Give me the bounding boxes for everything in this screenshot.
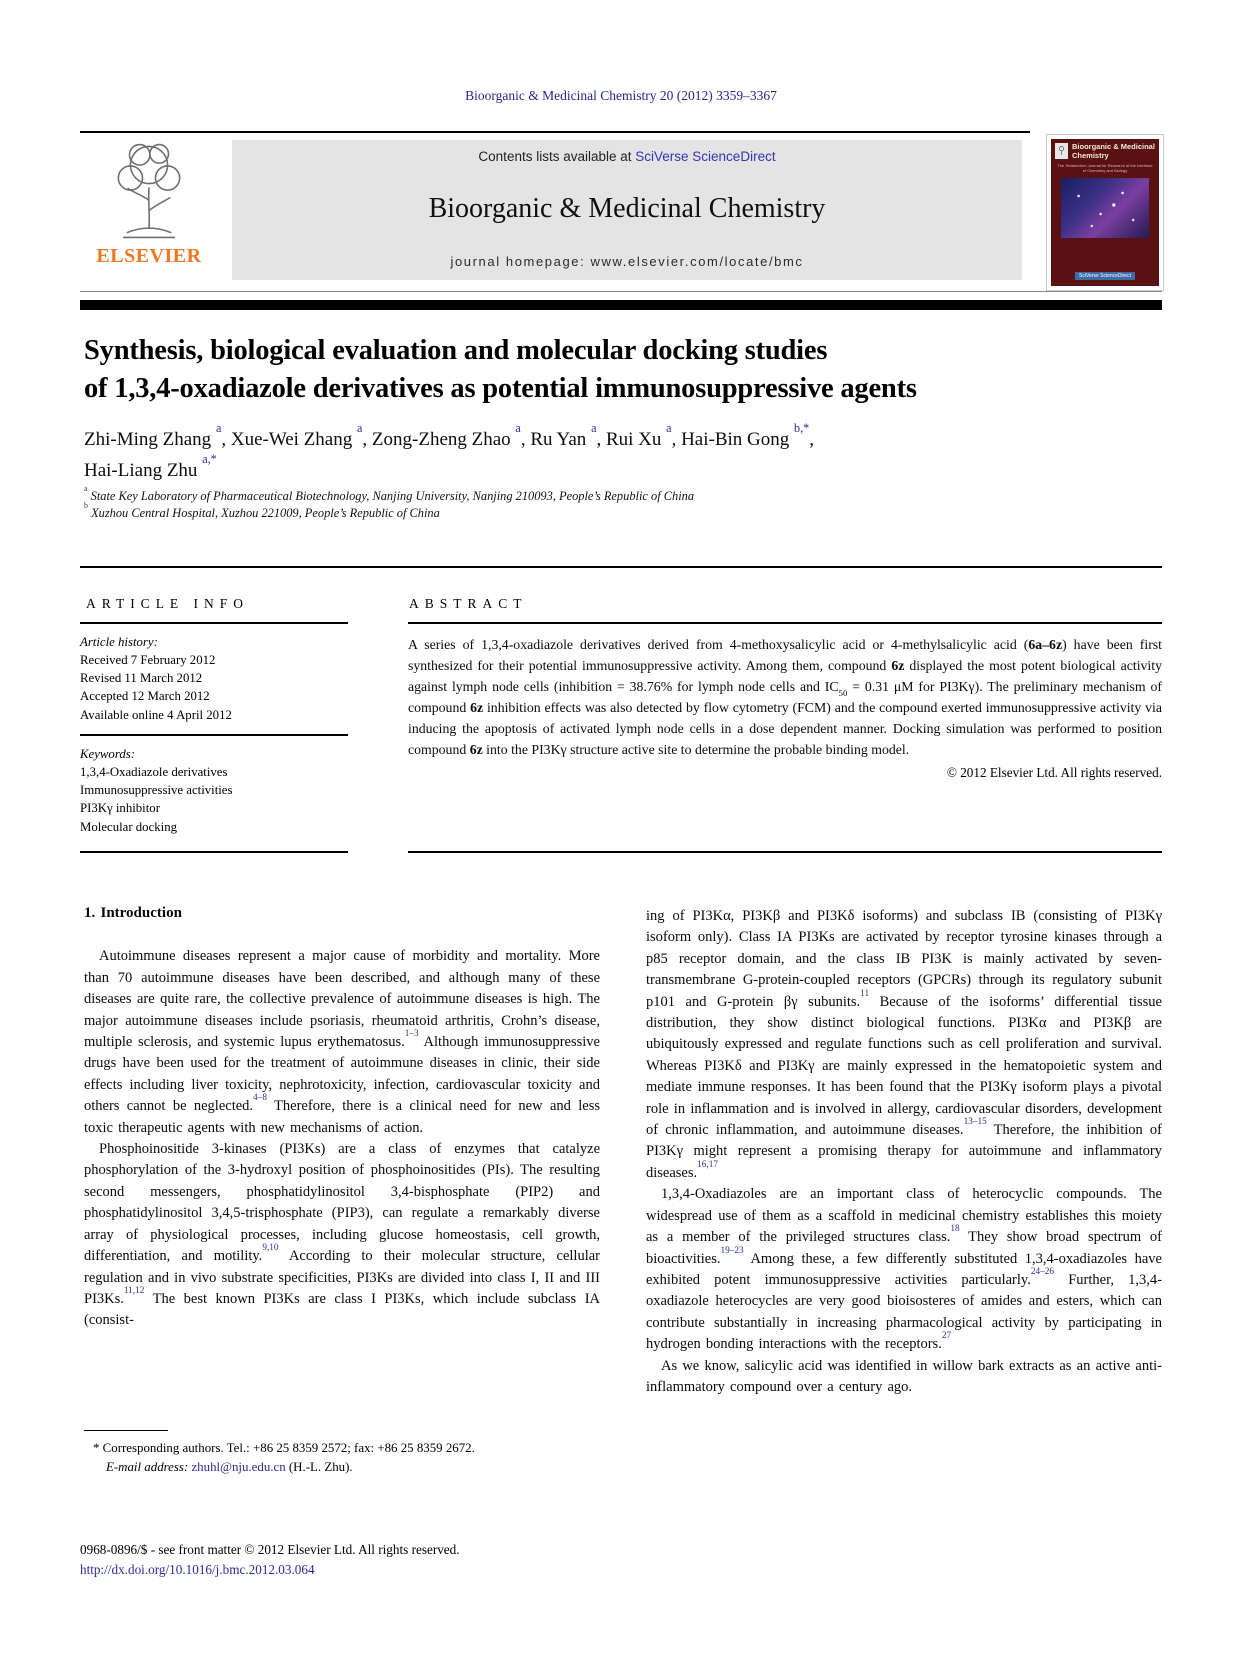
journal-title: Bioorganic & Medicinal Chemistry <box>428 193 826 224</box>
doi-link[interactable]: http://dx.doi.org/10.1016/j.bmc.2012.03.064 <box>80 1561 315 1577</box>
reference-superscript[interactable]: a <box>515 421 521 436</box>
issn-copyright-line: 0968-0896/$ - see front matter © 2012 Elsevier Ltd. All rights reserved. <box>80 1542 460 1557</box>
reference-superscript[interactable]: a <box>357 421 363 436</box>
keyword-item: Immunosuppressive activities <box>80 783 233 798</box>
cover-artwork <box>1061 178 1149 238</box>
sciverse-sciencedirect-link[interactable]: SciVerse ScienceDirect <box>635 149 776 164</box>
footnote-block <box>84 1430 600 1476</box>
email-line: E-mail address: zhuhl@nju.edu.cn (H.-L. Zhu). <box>106 1459 353 1474</box>
article-info-column <box>80 590 348 836</box>
reference-superscript[interactable]: 1–3 <box>404 1029 419 1040</box>
abstract-column <box>408 590 1162 781</box>
reference-superscript[interactable]: a <box>215 421 222 436</box>
intro-paragraph: As we know, salicylic acid was identified in willow bark extracts as an active anti-inflammatory compound over a century ago. <box>646 1357 1162 1395</box>
history-available-online: Available online 4 April 2012 <box>80 707 232 722</box>
cover-subtitle: The Tetrahedron Journal for Research at the Interface of Chemistry and Biology <box>1057 163 1153 173</box>
article-history-label: Article history: <box>80 634 158 649</box>
reference-superscript[interactable]: 16,17 <box>697 1159 718 1170</box>
reference-superscript[interactable]: 19–23 <box>720 1245 744 1256</box>
footnote-rule <box>84 1430 168 1431</box>
intro-paragraph: Phosphoinositide 3-kinases (PI3Ks) are a class of enzymes that catalyze phosphorylation of the 3-hydroxyl position of phosphoinositides (PIs). The resulting second messengers, phosphatidylinositol 3,4-bisphosphate (PIP2) and phosphatidylinositol 3,4,5-trisphosphate (PIP3), can regulate a remarkably diverse array of physiological processes, including glucose homeostasis, cell growth, differentiation, and motility.$^{9,10}$ According to their molecular structure, cellular regulation and in vivo substrate specificities, PI3Ks are divided into class I, II and III PI3Ks.$^{11,12}$ The best known PI3Ks are class I PI3Ks, which include subclass IA (consist- <box>84 1141 600 1329</box>
email-link[interactable]: zhuhl@nju.edu.cn <box>191 1459 286 1474</box>
journal-homepage-link[interactable]: journal homepage: www.elsevier.com/locate/bmc <box>450 254 804 269</box>
abstract-text: A series of 1,3,4-oxadiazole derivatives derived from 4-methoxysalicylic acid or 4-methylsalicylic acid (6a–6z) have been first synthesized for their potential immunosuppressive activity. Among them, compound 6z displayed the most potent biological activity against lymph node cells (inhibition = 38.76% for lymph node cells and $IC_{50} = 0.31$ μM for PI3Kγ). The preliminary mechanism of compound 6z inhibition effects was also detected by flow cytometry (FCM) and the compound exerted immunosuppressive activity via inducing the apoptosis of activated lymph node cells in a dose dependent manner. Docking simulation was performed to position compound 6z into the PI3Kγ structure active site to determine the probable binding model. <box>408 636 1162 757</box>
reference-superscript[interactable]: 11,12 <box>123 1285 145 1296</box>
article-title: Synthesis, biological evaluation and molecular docking studies of 1,3,4-oxadiazole derivatives as potential immunosuppressive agents <box>84 335 917 404</box>
author-list: Zhi-Ming Zhang $^a$, Xue-Wei Zhang $^a$, Zong-Zheng Zhao $^a$, Ru Yan $^a$, Rui Xu $^a$, Hai-Bin Gong $^{b,*}$, Hai-Liang Zhu $^{a,*}$ <box>84 421 814 481</box>
reference-superscript[interactable]: a <box>666 421 672 436</box>
reference-superscript[interactable]: 13–15 <box>963 1117 987 1128</box>
body-column-left <box>84 903 600 1332</box>
info-abstract-top-rule <box>80 566 1162 568</box>
affiliation-b: $^b$ Xuzhou Central Hospital, Xuzhou 221009, People’s Republic of China <box>84 501 440 520</box>
reference-superscript[interactable]: a <box>84 484 88 494</box>
page-footer <box>80 1540 680 1579</box>
introduction-heading: 1. Introduction <box>84 905 182 921</box>
reference-superscript[interactable]: a,* <box>202 452 217 467</box>
history-accepted: Accepted 12 March 2012 <box>80 689 210 704</box>
intro-paragraph: Autoimmune diseases represent a major cause of morbidity and mortality. More than 70 autoimmune diseases have been described, and although many of these diseases are quite rare, the collective prevalence of autoimmune diseases is high. The major autoimmune diseases include psoriasis, rheumatoid arthritis, Crohn’s disease, multiple sclerosis, and systemic lupus erythematosus.$^{1-3}$ Although immunosuppressive drugs have been used for the treatment of autoimmune diseases in clinic, their side effects including liver toxicity, nephrotoxicity, infection, cardiovascular toxicity and others cannot be neglected.$^{4-8}$ Therefore, there is a clinical need for new and less toxic therapeutic agents with new mechanisms of action. <box>84 948 600 1136</box>
keywords-label: Keywords: <box>80 746 135 761</box>
cover-sciencedirect-chip: SciVerse ScienceDirect <box>1075 272 1135 280</box>
body-column-right <box>646 906 1162 1398</box>
elsevier-tree-icon <box>84 139 214 243</box>
corresponding-authors-note: * Corresponding authors. Tel.: +86 25 8359 2572; fax: +86 25 8359 2672. <box>93 1441 475 1456</box>
keyword-item: PI3Kγ inhibitor <box>80 801 160 816</box>
masthead-bottom-rule <box>80 291 1162 292</box>
history-revised: Revised 11 March 2012 <box>80 670 203 685</box>
intro-paragraph: ing of PI3Kα, PI3Kβ and PI3Kδ isoforms) and subclass IB (consisting of PI3Kγ isoform only). Class IA PI3Ks are activated by receptor tyrosine kinases through a p85 receptor domain, and the class IB PI3K is mainly activated by seven-transmembrane G-protein-coupled receptors (GPCRs) through its regulatory subunit p101 and G-protein βγ subunits.$^{11}$ Because of the isoforms’ differential tissue distribution, they show distinct biological functions. PI3Kα and PI3Kβ are ubiquitously expressed and regulate functions such as cell proliferation and survival. Whereas PI3Kδ and PI3Kγ are mainly expressed in the hematopoietic system and mediate immune responses. It has been found that the PI3Kγ isoform plays a pivotal role in inflammation and is involved in allergy, cardiovascular disorders, development of chronic inflammation, and autoimmune diseases.$^{13-15}$ Therefore, the inhibition of PI3Kγ might represent a promising therapy for autoimmune and inflammatory diseases.$^{16,17}$ <box>646 908 1162 1181</box>
keyword-item: 1,3,4-Oxadiazole derivatives <box>80 764 228 779</box>
reference-superscript[interactable]: 18 <box>950 1224 960 1235</box>
article-info-heading: ARTICLE INFO <box>86 596 250 611</box>
elsevier-wordmark: ELSEVIER <box>96 245 202 267</box>
abstract-heading: ABSTRACT <box>409 596 528 611</box>
running-head-citation: Bioorganic & Medicinal Chemistry 20 (2012) 3359–3367 <box>465 88 777 103</box>
abstract-bottom-rule <box>408 851 1162 853</box>
article-info-rule <box>80 622 348 624</box>
keyword-item: Molecular docking <box>80 819 178 834</box>
cover-journal-title: Bioorganic & Medicinal Chemistry <box>1072 142 1155 160</box>
journal-cover-thumbnail[interactable] <box>1046 134 1164 291</box>
reference-superscript[interactable]: 9,10 <box>262 1243 279 1254</box>
reference-superscript[interactable]: 27 <box>941 1331 952 1342</box>
reference-superscript[interactable]: 24–26 <box>1030 1266 1055 1277</box>
keywords-rule <box>80 734 348 736</box>
reference-superscript[interactable]: b <box>84 501 88 511</box>
article-info-bottom-rule <box>80 851 348 853</box>
reference-superscript[interactable]: 11 <box>860 988 870 999</box>
affiliation-a: $^a$ State Key Laboratory of Pharmaceutical Biotechnology, Nanjing University, Nanjing 210093, People’s Republic of China <box>84 484 695 503</box>
contents-line: Contents lists available at SciVerse ScienceDirect <box>478 149 776 164</box>
elsevier-logo <box>84 139 214 281</box>
affiliations <box>84 484 1094 522</box>
masthead-top-rule <box>80 131 1030 133</box>
history-received: Received 7 February 2012 <box>80 652 216 667</box>
cover-background <box>1051 139 1159 286</box>
reference-superscript[interactable]: a <box>591 421 597 436</box>
elsevier-tree-mini-icon <box>1055 143 1068 159</box>
reference-superscript[interactable]: b,* <box>794 421 810 436</box>
abstract-rule <box>408 622 1162 624</box>
masthead-banner <box>232 140 1022 280</box>
copyright-line: © 2012 Elsevier Ltd. All rights reserved. <box>946 764 1162 780</box>
section-divider-bar <box>80 300 1162 310</box>
reference-superscript[interactable]: 4–8 <box>253 1093 267 1104</box>
intro-paragraph: 1,3,4-Oxadiazoles are an important class of heterocyclic compounds. The widespread use of them as a scaffold in medicinal chemistry establishes this moiety as a member of the privileged structures class.$^{18}$ They show broad spectrum of bioactivities.$^{19-23}$ Among these, a few differently substituted 1,3,4-oxadiazoles have exhibited potent immunosuppressive activities particularly.$^{24-26}$ Further, 1,3,4-oxadiazole heterocycles are very good bioisosteres of amides and esters, which can contribute substantially in increasing pharmacological activity by participating in hydrogen bonding interactions with the receptors.$^{27}$ <box>646 1186 1162 1353</box>
